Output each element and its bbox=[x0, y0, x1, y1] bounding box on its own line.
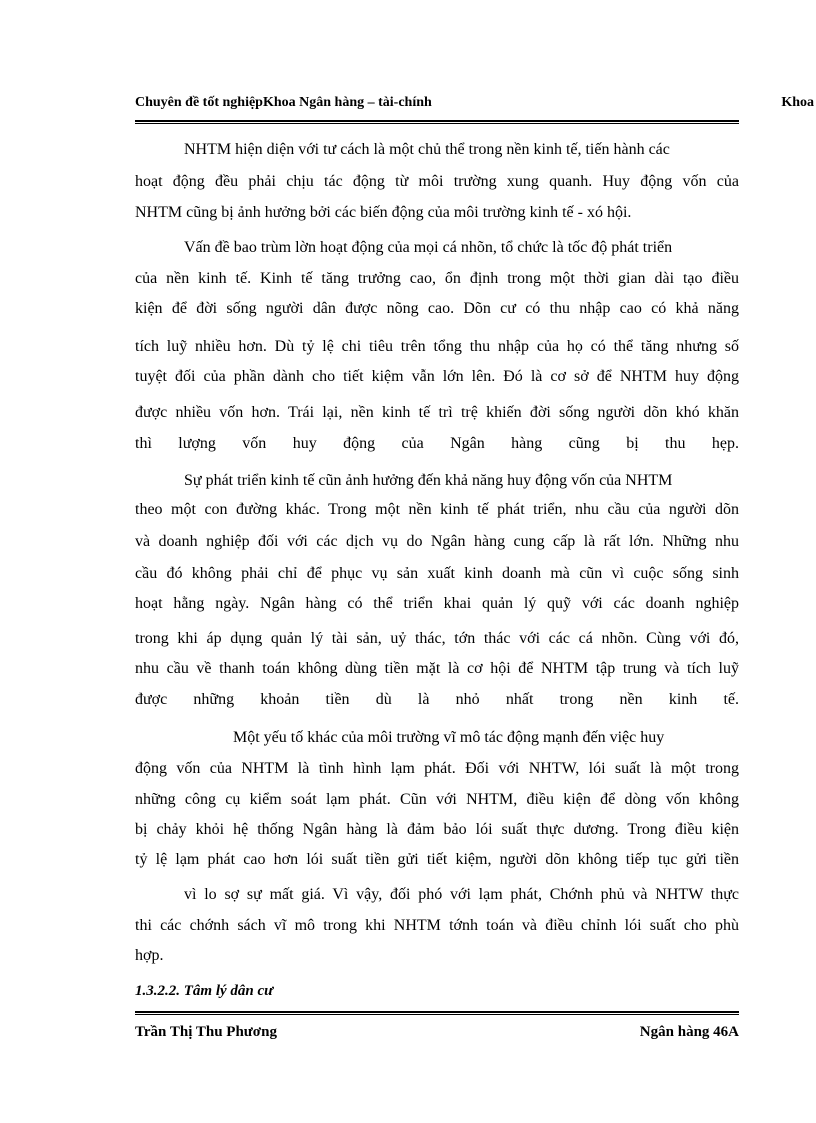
section-heading: 1.3.2.2. Tâm lý dân cư bbox=[135, 983, 274, 999]
text-line: hoạt hằng ngày. Ngân hàng có thể triển khai quản lý quỹ với các doanh nghiệp bbox=[135, 595, 739, 612]
header-title: Chuyên đề tốt nghiệpKhoa Ngân hàng – tài-chính bbox=[135, 95, 432, 110]
footer-rule bbox=[135, 1011, 739, 1015]
text-line: những công cụ kiểm soát lạm phát. Cũn với NHTM, điều kiện để dòng vốn không bbox=[135, 791, 739, 808]
header-rule bbox=[135, 120, 739, 124]
footer-class: Ngân hàng 46A bbox=[639, 1024, 739, 1040]
text-line: NHTM hiện diện với tư cách là một chủ thể trong nền kinh tế, tiến hành các bbox=[184, 141, 670, 158]
text-line: bị chảy khỏi hệ thống Ngân hàng là đảm bảo lói suất thực dương. Trong điều kiện bbox=[135, 821, 739, 838]
header-department: Khoa bbox=[781, 95, 814, 110]
text-line: tích luỹ nhiều hơn. Dù tỷ lệ chi tiêu trên tổng thu nhập của họ có thể tăng nhưng số bbox=[135, 338, 739, 355]
text-line: và doanh nghiệp đối với các dịch vụ do Ngân hàng cung cấp là rất lớn. Những nhu bbox=[135, 533, 739, 550]
text-line: thì lượng vốn huy động của Ngân hàng cũng bị thu hẹp. bbox=[135, 435, 739, 452]
text-line: được những khoản tiền dù là nhỏ nhất trong nền kinh tế. bbox=[135, 691, 739, 708]
text-line: cầu đó không phải chỉ để phục vụ sản xuất kinh doanh mà cũn vì cuộc sống sinh bbox=[135, 565, 739, 582]
footer-author: Trần Thị Thu Phương bbox=[135, 1024, 277, 1040]
page-footer bbox=[135, 1024, 739, 1044]
text-line: Sự phát triển kinh tế cũn ảnh hưởng đến khả năng huy động vốn của NHTM bbox=[184, 472, 673, 489]
text-line: NHTM cũng bị ảnh hưởng bởi các biến động của môi trường kinh tế - xó hội. bbox=[135, 204, 632, 221]
text-line: hợp. bbox=[135, 947, 164, 964]
text-line: động vốn của NHTM là tình hình lạm phát. Đối với NHTW, lói suất là một trong bbox=[135, 760, 739, 777]
text-line: vì lo sợ sự mất giá. Vì vậy, đối phó với lạm phát, Chớnh phủ và NHTW thực bbox=[184, 886, 739, 903]
text-line: của nền kinh tế. Kinh tế tăng trưởng cao, ổn định trong một thời gian dài tạo điều bbox=[135, 270, 739, 287]
text-line: hoạt động đều phải chịu tác động từ môi trường xung quanh. Huy động vốn của bbox=[135, 173, 739, 190]
text-line: Một yếu tố khác của môi trường vĩ mô tác động mạnh đến việc huy bbox=[233, 729, 665, 746]
text-line: Vấn đề bao trùm lờn hoạt động của mọi cá nhõn, tổ chức là tốc độ phát triển bbox=[184, 239, 673, 256]
page-header bbox=[135, 95, 816, 115]
text-line: theo một con đường khác. Trong một nền kinh tế phát triển, nhu cầu của người dõn bbox=[135, 501, 739, 518]
text-line: tỷ lệ lạm phát cao hơn lói suất tiền gửi tiết kiệm, người dõn không tiếp tục gửi tiền bbox=[135, 851, 739, 868]
text-line: tuyệt đối của phần dành cho tiết kiệm vẫn lớn lên. Đó là cơ sở để NHTM huy động bbox=[135, 368, 739, 385]
text-line: kiện để đời sống người dân được nõng cao. Dõn cư có thu nhập cao có khả năng bbox=[135, 300, 739, 317]
text-line: trong khi áp dụng quản lý tài sản, uỷ thác, tớn thác với các cá nhõn. Cùng với đó, bbox=[135, 630, 739, 647]
text-line: được nhiều vốn hơn. Trái lại, nền kinh tế trì trệ khiến đời sống người dõn khó khăn bbox=[135, 404, 739, 421]
text-line: nhu cầu về thanh toán không dùng tiền mặt là cơ hội để NHTM tập trung và tích luỹ bbox=[135, 660, 739, 677]
text-line: thi các chớnh sách vĩ mô trong khi NHTM tớnh toán và điều chỉnh lói suất cho phù bbox=[135, 917, 739, 934]
